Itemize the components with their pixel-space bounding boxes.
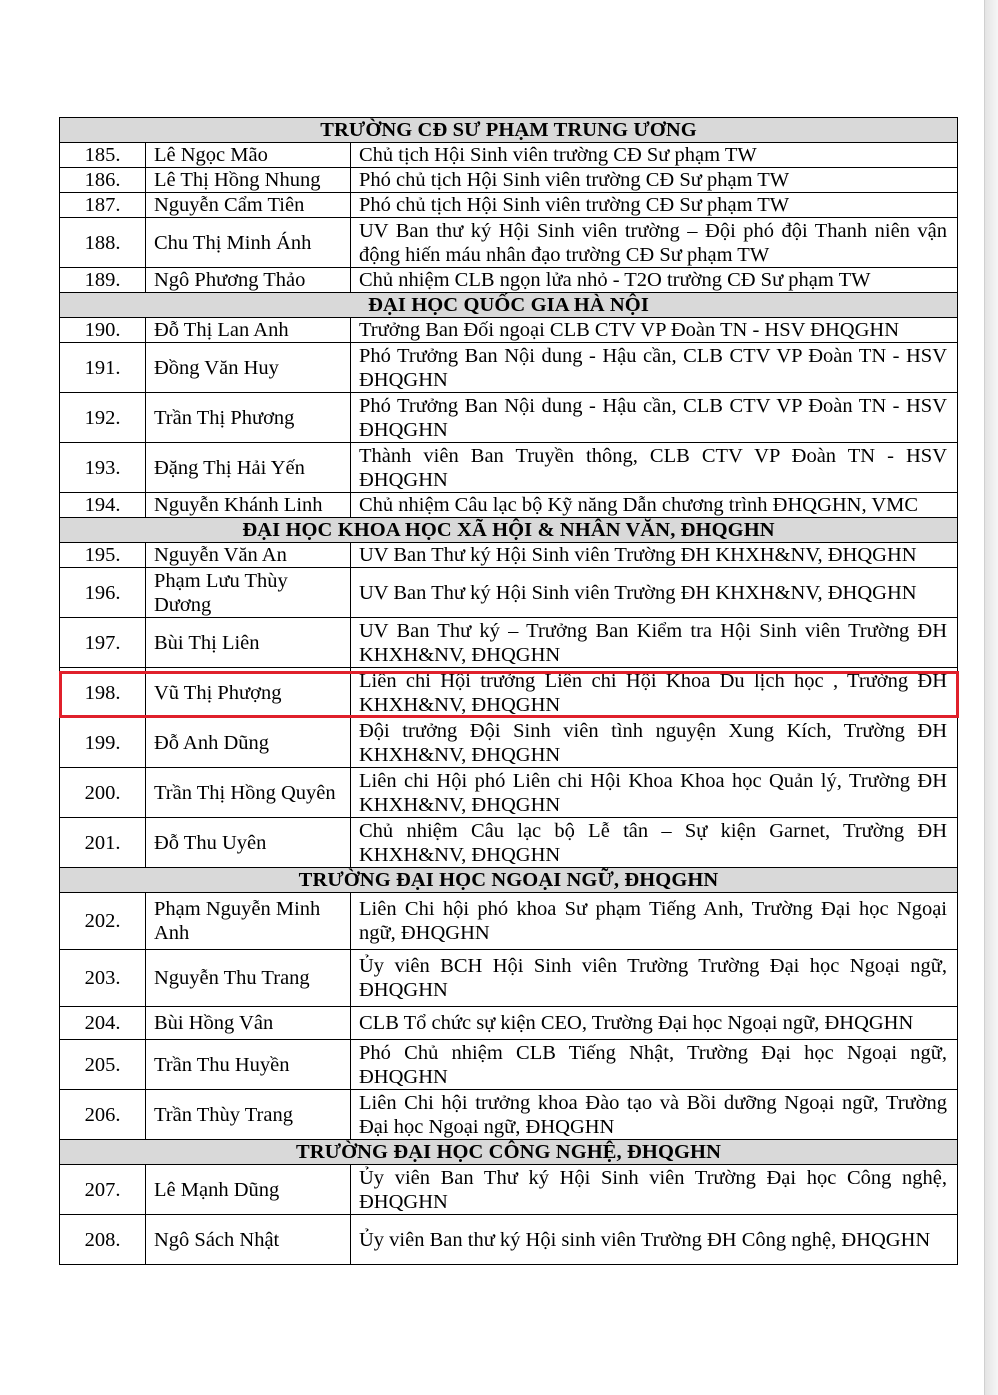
member-role: Ủy viên Ban thư ký Hội sinh viên Trường ĐH Công nghệ, ĐHQGHN [351, 1215, 958, 1265]
row-number: 186. [60, 168, 146, 193]
table-row [60, 1165, 958, 1215]
member-name: Trần Thị Phương [146, 393, 351, 443]
row-number: 204. [60, 1007, 146, 1040]
table-row [60, 143, 958, 168]
table-row [60, 318, 958, 343]
table-row [60, 893, 958, 950]
row-number: 200. [60, 768, 146, 818]
member-role: UV Ban Thư ký – Trưởng Ban Kiểm tra Hội Sinh viên Trường ĐH KHXH&NV, ĐHQGHN [351, 618, 958, 668]
section-header-row [60, 1140, 958, 1165]
table-row [60, 193, 958, 218]
row-number: 198. [60, 668, 146, 718]
member-role: UV Ban Thư ký Hội Sinh viên Trường ĐH KHXH&NV, ĐHQGHN [351, 543, 958, 568]
member-name: Đỗ Thu Uyên [146, 818, 351, 868]
row-number: 203. [60, 950, 146, 1007]
member-role: Ủy viên Ban Thư ký Hội Sinh viên Trường Đại học Công nghệ, ĐHQGHN [351, 1165, 958, 1215]
member-name: Vũ Thị Phượng [146, 668, 351, 718]
row-number: 185. [60, 143, 146, 168]
member-name: Nguyễn Thu Trang [146, 950, 351, 1007]
member-name: Nguyễn Cẩm Tiên [146, 193, 351, 218]
row-number: 191. [60, 343, 146, 393]
table-row [60, 268, 958, 293]
section-title: TRƯỜNG CĐ SƯ PHẠM TRUNG ƯƠNG [60, 118, 958, 143]
section-title: ĐẠI HỌC QUỐC GIA HÀ NỘI [60, 293, 958, 318]
member-role: Đội trưởng Đội Sinh viên tình nguyện Xung Kích, Trường ĐH KHXH&NV, ĐHQGHN [351, 718, 958, 768]
table-row [60, 818, 958, 868]
section-title: TRƯỜNG ĐẠI HỌC NGOẠI NGỮ, ĐHQGHN [60, 868, 958, 893]
member-role: Phó Trưởng Ban Nội dung - Hậu cần, CLB CTV VP Đoàn TN - HSV ĐHQGHN [351, 393, 958, 443]
member-name: Phạm Nguyễn Minh Anh [146, 893, 351, 950]
row-number: 196. [60, 568, 146, 618]
member-name: Chu Thị Minh Ánh [146, 218, 351, 268]
table-row [60, 718, 958, 768]
member-name: Nguyễn Khánh Linh [146, 493, 351, 518]
member-name: Lê Mạnh Dũng [146, 1165, 351, 1215]
section-title: ĐẠI HỌC KHOA HỌC XÃ HỘI & NHÂN VĂN, ĐHQGHN [60, 518, 958, 543]
member-role: Chủ nhiệm CLB ngọn lửa nhỏ - T2O trường CĐ Sư phạm TW [351, 268, 958, 293]
member-role: Chủ tịch Hội Sinh viên trường CĐ Sư phạm TW [351, 143, 958, 168]
member-name: Trần Thu Huyền [146, 1040, 351, 1090]
member-role: Phó Chủ nhiệm CLB Tiếng Nhật, Trường Đại học Ngoại ngữ, ĐHQGHN [351, 1040, 958, 1090]
table-row [60, 1090, 958, 1140]
member-name: Đỗ Thị Lan Anh [146, 318, 351, 343]
row-number: 192. [60, 393, 146, 443]
section-header-row [60, 518, 958, 543]
section-header-row [60, 293, 958, 318]
table-row [60, 168, 958, 193]
member-table [59, 117, 958, 1265]
row-number: 194. [60, 493, 146, 518]
member-role: Phó Trưởng Ban Nội dung - Hậu cần, CLB CTV VP Đoàn TN - HSV ĐHQGHN [351, 343, 958, 393]
member-role: CLB Tổ chức sự kiện CEO, Trường Đại học Ngoại ngữ, ĐHQGHN [351, 1007, 958, 1040]
table-row [60, 950, 958, 1007]
row-number: 189. [60, 268, 146, 293]
table-row [60, 1007, 958, 1040]
member-name: Trần Thùy Trang [146, 1090, 351, 1140]
member-name: Đỗ Anh Dũng [146, 718, 351, 768]
row-number: 201. [60, 818, 146, 868]
member-role: UV Ban Thư ký Hội Sinh viên Trường ĐH KHXH&NV, ĐHQGHN [351, 568, 958, 618]
member-table-body [60, 118, 958, 1265]
table-row [60, 443, 958, 493]
table-row [60, 218, 958, 268]
table-row [60, 493, 958, 518]
member-name: Trần Thị Hồng Quyên [146, 768, 351, 818]
member-role: Ủy viên BCH Hội Sinh viên Trường Trường Đại học Ngoại ngữ, ĐHQGHN [351, 950, 958, 1007]
row-number: 202. [60, 893, 146, 950]
member-name: Bùi Thị Liên [146, 618, 351, 668]
table-row [60, 1215, 958, 1265]
row-number: 208. [60, 1215, 146, 1265]
table-row [60, 393, 958, 443]
member-name: Ngô Sách Nhật [146, 1215, 351, 1265]
table-row [60, 543, 958, 568]
member-name: Ngô Phương Thảo [146, 268, 351, 293]
member-role: Chủ nhiệm Câu lạc bộ Lễ tân – Sự kiện Garnet, Trường ĐH KHXH&NV, ĐHQGHN [351, 818, 958, 868]
section-header-row [60, 118, 958, 143]
row-number: 205. [60, 1040, 146, 1090]
row-number: 188. [60, 218, 146, 268]
member-name: Lê Ngọc Mão [146, 143, 351, 168]
member-name: Phạm Lưu Thùy Dương [146, 568, 351, 618]
row-number: 199. [60, 718, 146, 768]
member-name: Đồng Văn Huy [146, 343, 351, 393]
table-row [60, 768, 958, 818]
member-name: Đặng Thị Hải Yến [146, 443, 351, 493]
member-role: Thành viên Ban Truyền thông, CLB CTV VP Đoàn TN - HSV ĐHQGHN [351, 443, 958, 493]
section-header-row [60, 868, 958, 893]
section-title: TRƯỜNG ĐẠI HỌC CÔNG NGHỆ, ĐHQGHN [60, 1140, 958, 1165]
member-role: Trưởng Ban Đối ngoại CLB CTV VP Đoàn TN - HSV ĐHQGHN [351, 318, 958, 343]
row-number: 190. [60, 318, 146, 343]
member-role: Liên Chi hội trưởng khoa Đào tạo và Bồi dưỡng Ngoại ngữ, Trường Đại học Ngoại ngữ, ĐHQGHN [351, 1090, 958, 1140]
row-number: 193. [60, 443, 146, 493]
member-role: Liên chi Hội trưởng Liên chi Hội Khoa Du lịch học , Trường ĐH KHXH&NV, ĐHQGHN [351, 668, 958, 718]
member-name: Nguyễn Văn An [146, 543, 351, 568]
member-name: Lê Thị Hồng Nhung [146, 168, 351, 193]
table-row [60, 618, 958, 668]
member-name: Bùi Hồng Vân [146, 1007, 351, 1040]
member-role: Phó chủ tịch Hội Sinh viên trường CĐ Sư phạm TW [351, 168, 958, 193]
row-number: 197. [60, 618, 146, 668]
table-row [60, 668, 958, 718]
row-number: 195. [60, 543, 146, 568]
page-edge-shadow [984, 0, 998, 1395]
table-row [60, 1040, 958, 1090]
member-role: Phó chủ tịch Hội Sinh viên trường CĐ Sư phạm TW [351, 193, 958, 218]
row-number: 206. [60, 1090, 146, 1140]
member-role: Chủ nhiệm Câu lạc bộ Kỹ năng Dẫn chương trình ĐHQGHN, VMC [351, 493, 958, 518]
member-role: UV Ban thư ký Hội Sinh viên trường – Đội phó đội Thanh niên vận động hiến máu nhân đạo trường CĐ Sư phạm TW [351, 218, 958, 268]
table-row [60, 568, 958, 618]
row-number: 187. [60, 193, 146, 218]
row-number: 207. [60, 1165, 146, 1215]
table-row [60, 343, 958, 393]
member-role: Liên Chi hội phó khoa Sư phạm Tiếng Anh, Trường Đại học Ngoại ngữ, ĐHQGHN [351, 893, 958, 950]
member-role: Liên chi Hội phó Liên chi Hội Khoa Khoa học Quản lý, Trường ĐH KHXH&NV, ĐHQGHN [351, 768, 958, 818]
